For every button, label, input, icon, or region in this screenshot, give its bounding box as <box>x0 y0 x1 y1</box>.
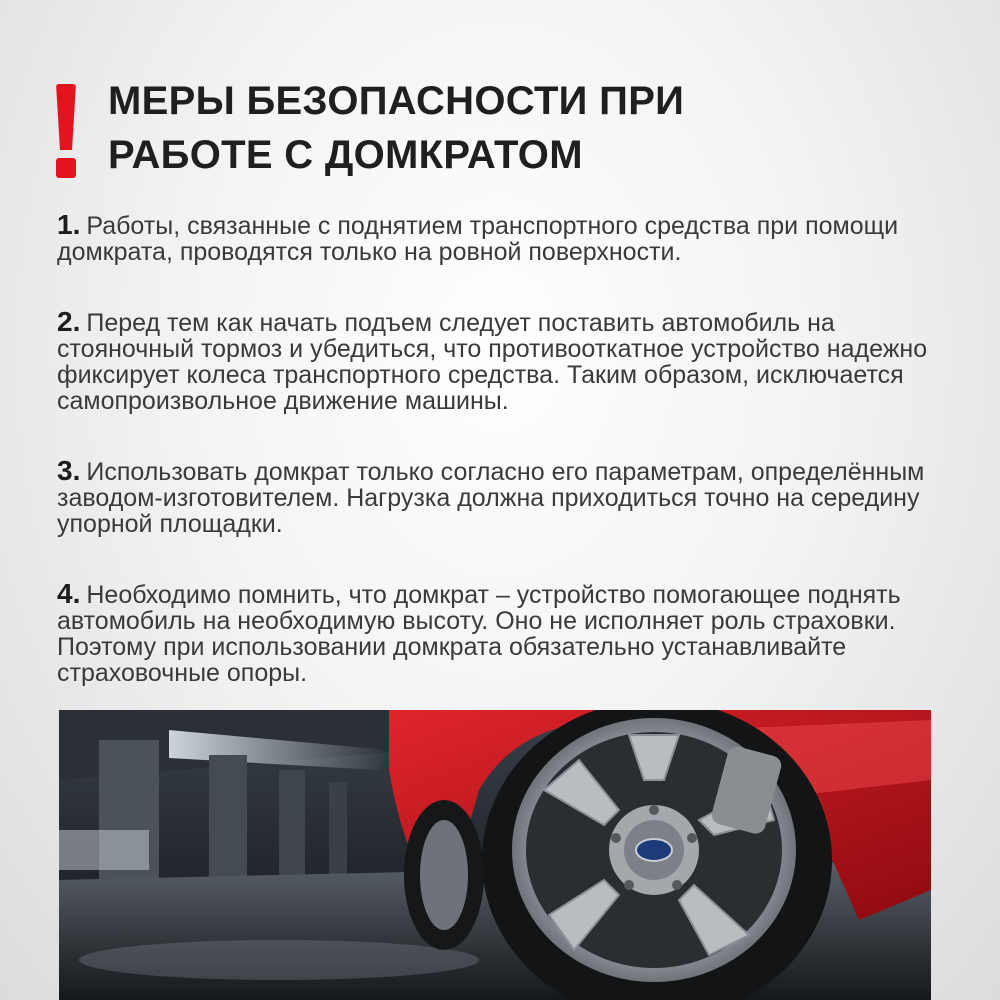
list-item <box>57 578 937 687</box>
title-line-2: РАБОТЕ С ДОМКРАТОМ <box>108 133 583 177</box>
safety-list <box>57 209 937 730</box>
header <box>48 74 948 184</box>
car-wheel-illustration <box>59 710 931 1000</box>
item-text: Использовать домкрат только согласно его параметрам, определённым заводом-изготовителем. Нагрузка должна приходиться точно на середину упорной площадки. <box>57 458 925 538</box>
list-item <box>57 306 937 415</box>
item-text: Необходимо помнить, что домкрат – устройство помогающее поднять автомобиль на необходимую высоту. Оно не исполняет роль страховки. Поэтому при использовании домкрата обязательно устанавливайте страховочные опоры. <box>57 581 901 687</box>
car-wheel-photo <box>59 710 931 1000</box>
title-line-1: МЕРЫ БЕЗОПАСНОСТИ ПРИ <box>108 79 685 123</box>
item-number: 4. <box>57 578 81 609</box>
list-item <box>57 209 937 266</box>
item-number: 1. <box>57 209 81 240</box>
list-item <box>57 455 937 538</box>
item-number: 2. <box>57 306 81 337</box>
item-text: Перед тем как начать подъем следует поставить автомобиль на стояночный тормоз и убедиться, что противооткатное устройство надежно фиксирует колеса транспортного средства. Таким образом, исключается самопроизвольное движение машины. <box>57 309 928 415</box>
item-number: 3. <box>57 455 81 486</box>
exclamation-icon <box>48 74 88 184</box>
page-title <box>108 74 684 182</box>
item-text: Работы, связанные с поднятием транспортного средства при помощи домкрата, проводятся только на ровной поверхности. <box>57 212 899 266</box>
